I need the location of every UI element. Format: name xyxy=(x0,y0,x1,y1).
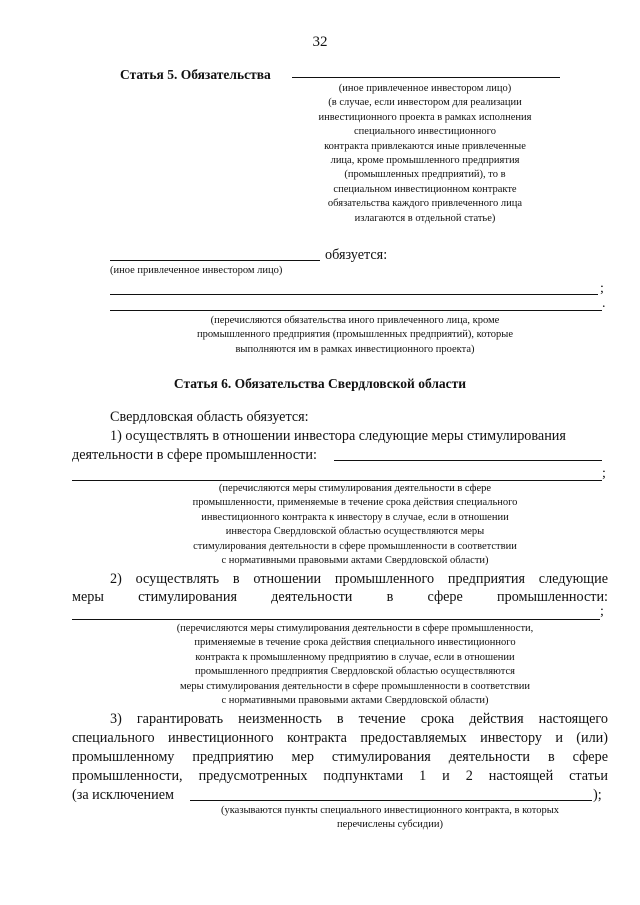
item-3-line-1: 3) гарантировать неизменность в течение срока действия настоящего xyxy=(110,711,608,727)
semicolon: ; xyxy=(602,466,606,481)
obligates-text: обязуется: xyxy=(325,247,388,263)
item-1-line-2: деятельности в сфере промышленности: xyxy=(72,447,317,463)
blank-line xyxy=(110,260,320,261)
article-5-title-note: (иное привлеченное инвестором лицо) (в случае, если инвестором для реализации инвестиционного проекта в рамках исполнения специального инвестиционного контракта привлекаются иные привлеченные лица, кроме промышленного предприятия (промышленных предприятий), то в специальном инвестиционном контракте обязательства каждого привлеченного лица излагаются в отдельной статье) xyxy=(318,83,532,224)
item-1-line-1: 1) осуществлять в отношении инвестора следующие меры стимулирования xyxy=(110,428,566,444)
article-5-title: Статья 5. Обязательства xyxy=(120,67,271,82)
period: . xyxy=(602,296,606,311)
blank-line xyxy=(72,480,602,481)
item-3-end: ); xyxy=(593,787,602,803)
obligations-note: (перечисляются обязательства иного привлеченного лица, кроме промышленного предприятия (промышленных предприятий), которые выполняются им в рамках инвестиционного проекта) xyxy=(197,315,513,355)
blank-line xyxy=(292,77,560,78)
blank-line xyxy=(190,800,592,801)
item-3-line-2: специального инвестиционного контракта предоставляемых инвестору и (или) xyxy=(72,730,608,746)
page-number: 32 xyxy=(312,34,328,50)
item-2-note: (перечисляются меры стимулирования деятельности в сфере промышленности, применяемые в течение срока действия специального инвестиционного контракта к промышленному предприятию в случае, если в отношении промышленного предприятия Свердловской областью осуществляются меры стимулирования деятельности в сфере промышленности в соответствии с нормативными правовыми актами Свердловской области) xyxy=(176,623,534,707)
semicolon: ; xyxy=(600,281,604,296)
item-2-line-1: 2) осуществлять в отношении промышленного предприятия следующие xyxy=(110,571,608,587)
person-note: (иное привлеченное инвестором лицо) xyxy=(110,265,283,276)
intro-text: Свердловская область обязуется: xyxy=(110,409,309,425)
blank-line xyxy=(110,310,602,311)
item-3-line-3: промышленному предприятию мер стимулирования деятельности в сфере xyxy=(72,749,608,765)
item-1-note: (перечисляются меры стимулирования деятельности в сфере промышленности, применяемые в течение срока действия специального инвестиционного контракта к инвестору в случае, если в отношении инвестора Свердловской областью осуществляются меры стимулирования деятельности в сфере промышленности в соответствии с нормативными правовыми актами Свердловской области) xyxy=(192,483,518,567)
item-3-note: (указываются пункты специального инвестиционного контракта, в которых перечислены субсидии) xyxy=(220,805,560,831)
blank-line xyxy=(72,619,600,620)
item-3-line-5: (за исключением xyxy=(72,787,174,803)
article-6-title: Статья 6. Обязательства Свердловской области xyxy=(173,376,467,391)
blank-line xyxy=(110,294,598,295)
semicolon: ; xyxy=(600,604,604,619)
item-3-line-4: промышленности, предусмотренных подпунктами 1 и 2 настоящей статьи xyxy=(72,768,608,784)
blank-line xyxy=(334,460,602,461)
item-2-line-2: меры стимулирования деятельности в сфере промышленности: xyxy=(72,589,608,605)
